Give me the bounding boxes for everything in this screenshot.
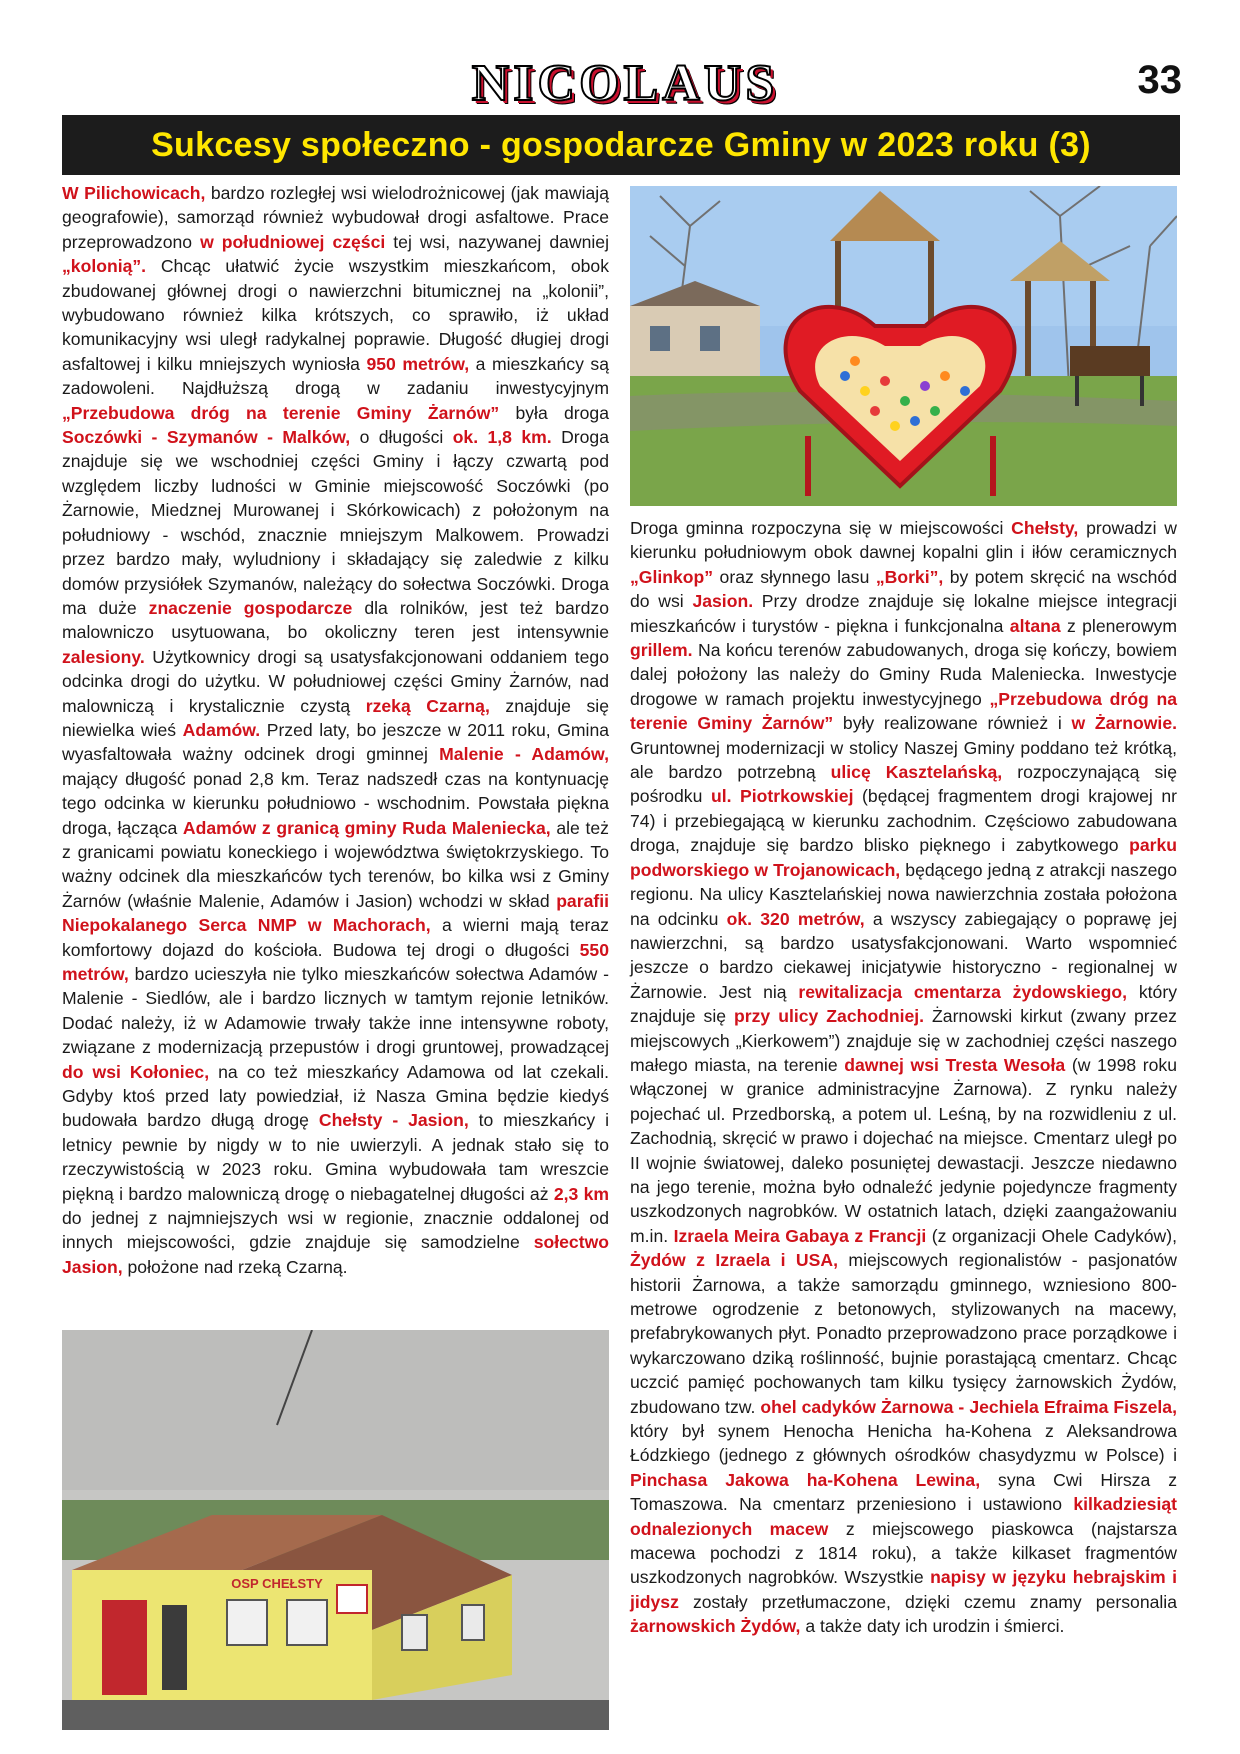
body-text: Przy drodze znajduje się lokalne miejsce integracji mieszkańców i turystów - piękna i funkcjonalna [630,591,1177,636]
highlighted-text: Chełsty, [1011,518,1079,538]
body-text: mający długość ponad 2,8 km. Teraz nadszedł czas na kontynuację tego odcinka w kierunku południowo - wschodnim. Powstała piękna droga, łącząca [62,768,609,838]
body-text: zostały przetłumaczone, dzięki czemu znamy personalia [678,1591,1177,1612]
highlighted-text: Jasion. [692,591,754,612]
body-text: to mieszkańcy i letnicy pewnie by nigdy w to nie uwierzyli. A jednak stało się to rzeczywistością w 2023 roku. Gmina wybudowała tam wreszcie piękną i bardzo malowniczą drogę o niebagatelnej długości aż [62,1110,609,1204]
body-text: syna Cwi Hirsza z Tomaszowa. Na cmentarz przeniesiono i ustawiono [630,1469,1177,1515]
highlighted-text: przy ulicy Zachodniej. [734,1006,925,1027]
left-paragraph [62,181,609,1279]
body-text: rozpoczynającą się pośrodku [630,762,1177,807]
highlighted-text: do wsi Kołoniec, [62,1061,210,1082]
body-text: Chcąc ułatwić życie wszystkim mieszkańcom, obok zbudowanej głównej drogi o nawierzchni bitumicznej na „kolonii”, wybudowano również kilka krótszych, co sprawiło, iż układ komunikacyjny wsi uległ radykalnej poprawie. Długość długiej drogi asfaltowej i kilku mniejszych wyniosła [62,256,609,374]
highlighted-text: Adamów. [182,719,261,740]
highlighted-text: altana [1009,615,1061,636]
left-column-text [62,181,609,1279]
highlighted-text: 550 metrów, [62,939,609,984]
highlighted-text: ul. Piotrkowskiej [710,786,854,807]
body-text: (w 1998 roku włączonej w granice administracyjne Żarnowa). Z rynku należy pojechać ul. Przedborską, a potem ul. Leśną, by na rozwidleniu z ul. Zachodnią, skręcić w prawo i dojechać na miejsce. Cmentarz uległ po II wojnie światowej, daleko posuniętej dewastacji. Jeszcze niedawno na jego terenie, można było odnaleźć jedynie pojedyncze fragmenty uszkodzonych nagrobków. W ostatnich latach, dzięki zaangażowaniu m.in. [630,1054,1178,1246]
fire-station-sign: OSP CHEŁSTY [231,1576,323,1591]
highlighted-text: Pinchasa Jakowa ha-Kohena Lewina, [630,1469,981,1490]
body-text: będącego jedną z atrakcji naszego regionu. Na ulicy Kasztelańskiej nowa nawierzchnia została położona na odcinku [630,859,1177,929]
article-title: Sukcesy społeczno - gospodarcze Gminy w 2023 roku (3) [151,125,1091,164]
body-text: (z organizacji Ohele Cadyków), [926,1225,1178,1246]
highlighted-text: kilkadziesiąt odnalezionych macew [630,1494,1177,1539]
highlighted-text: Malenie - Adamów, [439,744,609,765]
body-text: tej wsi, nazywanej dawniej [385,231,610,252]
body-text: na co też mieszkańcy Adamowa od lat czekali. Gdyby ktoś przed laty powiedział, iż Nasza Gmina będzie kiedyś budowała bardzo długą drogę [62,1061,609,1131]
body-text: Droga gminna rozpoczyna się w miejscowości [630,518,1012,538]
highlighted-text: Adamów z granicą gminy Ruda Maleniecka, [182,817,551,838]
body-text: bardzo rozległej wsi wielodrożnicowej (jak mawiają geografowie), samorząd również wybudował drogi asfaltowe. Prace przeprowadzono [62,183,609,252]
fire-station-illustration [62,1330,609,1730]
body-text: ale też z granicami powiatu koneckiego i województwa świętokrzyskiego. To ważny odcinek dla mieszkańców tych terenów, bo kilka wsi z Gminy Żarnów (właśnie Malenie, Adamów i Jasion) wchodzi w skład [62,817,609,911]
highlighted-text: 2,3 km [553,1183,610,1204]
highlighted-text: rewitalizacja cmentarza żydowskiego, [798,981,1128,1002]
highlighted-text: „kolonią”. [62,256,147,277]
highlighted-text: parafii Niepokalanego Serca NMP w Machorach, [62,890,609,936]
body-text: miejscowych regionalistów - pasjonatów historii Żarnowa, a także samorządu gminnego, wzniesiono 800-metrowe ogrodzenie z betonowych, stylizowanych na macewy, prefabrykowanych płyt. Ponadto przeprowadzono prace porządkowe i wykarczowano dziką roślinność, bujnie porastającą cmentarz. Chcąc uczcić pamięć pochowanych tam kilku tysięcy żarnowskich Żydów, zbudowano tzw. [630,1250,1177,1417]
body-text: by potem skręcić na wschód do wsi [630,566,1177,612]
body-text: znajduje się niewielka wieś [62,695,610,740]
body-text: dla rolników, jest też bardzo malowniczo usytuowana, bo okoliczny teren jest intensywnie [62,597,609,643]
highlighted-text: dawnej wsi Tresta Wesoła [844,1054,1066,1075]
masthead: NICOLAUS [471,55,779,112]
body-text: była droga [499,402,609,423]
body-text: do jednej z najmniejszych wsi w regionie, znacznie oddalonej od innych miejscowości, gdzie znajduje się samodzielne [62,1208,609,1253]
highlighted-text: zalesiony. [62,646,145,667]
body-text: (będącej fragmentem drogi krajowej nr 74) i przebiegającą w kierunku zachodnim. Częściowo zabudowana droga, znajduje się bardzo blisko pięknego i zabytkowego [630,786,1177,856]
body-text: a wszyscy zabiegający o poprawę jej nawierzchni, są bardzo usatysfakcjonowani. Warto wspomnieć jeszcze o bardzo ciekawej inicjatywie historyczno - regionalnej w Żarnowie. Jest nią [630,908,1177,1002]
body-text: Przed laty, bo jeszcze w 2011 roku, Gmina wyasfaltowała ważny odcinek drogi gminnej [62,719,610,765]
body-text: Użytkownicy drogi są usatysfakcjonowani oddaniem tego odcinka drogi do użytku. W południowej części Gminy Żarnów, nad malowniczą i krystalicznie czystą [62,646,609,716]
park-illustration [630,186,1177,506]
body-text: z plenerowym [1060,615,1177,636]
highlighted-text: parku podworskiego w Trojanowicach, [630,835,1177,880]
highlighted-text: żarnowskich Żydów, [630,1616,801,1637]
article-title-bar [62,115,1180,175]
body-text: oraz słynnego lasu [713,566,876,587]
highlighted-text: Izraela Meira Gabaya z Francji [673,1225,927,1246]
highlighted-text: znaczenie gospodarcze [148,597,353,618]
highlighted-text: grillem. [630,640,693,661]
body-text: a wierni mają teraz komfortowy dojazd do kościoła. Budowa tej drogi o długości [62,915,609,960]
highlighted-text: ok. 320 metrów, [726,908,865,929]
highlighted-text: Chełsty - Jasion, [318,1110,469,1131]
right-column-text [630,516,1177,1639]
body-text: Na końcu terenów zabudowanych, droga się kończy, bowiem dalej położony las należy do Gminy Ruda Maleniecka. Inwestycje drogowe w ramach projektu inwestycyjnego [630,640,1177,709]
body-text: a mieszkańcy są zadowoleni. Najdłuższą drogą w zadaniu inwestycyjnym [62,353,609,399]
body-text: który znajduje się [630,981,1178,1027]
body-text: Żarnowski kirkut (zwany przez miejscowych „Kierkowem”) znajduje się w zachodniej części naszego małego miasta, na terenie [630,1006,1177,1075]
highlighted-text: w Żarnowie. [1071,713,1177,734]
body-text: a także daty ich urodzin i śmierci. [800,1616,1065,1637]
highlighted-text: „Przebudowa dróg na terenie Gminy Żarnów” [62,402,500,423]
highlighted-text: ulicę Kasztelańską, [830,762,1003,783]
right-paragraph [630,516,1177,1639]
highlighted-text: ok. 1,8 km. [452,427,552,448]
highlighted-text: W Pilichowicach, [62,183,206,203]
body-text: który był synem Henocha Henicha ha-Kohena z Aleksandrowa Łódzkiego (jednego z głównych ośrodków chasydyzmu w Polsce) i [630,1421,1177,1466]
highlighted-text: w południowej części [200,231,386,252]
body-text: były realizowane również i [833,713,1072,734]
highlighted-text: napisy w języku hebrajskim i jidysz [630,1567,1177,1612]
body-text: Gruntownej modernizacji w stolicy Naszej Gminy poddano też krótką, ale bardzo potrzebną [630,737,1177,783]
highlighted-text: ohel cadyków Żarnowa - Jechiela Efraima Fiszela, [760,1396,1177,1417]
body-text: położone nad rzeką Czarną. [122,1256,348,1277]
highlighted-text: „Glinkop” [630,566,714,587]
highlighted-text: rzeką Czarną, [365,695,490,716]
body-text: prowadzi w kierunku południowym obok dawnej kopalni glin i iłów ceramicznych [630,518,1177,563]
highlighted-text: 950 metrów, [366,353,470,374]
highlighted-text: sołectwo Jasion, [62,1232,609,1277]
highlighted-text: „Przebudowa dróg na terenie Gminy Żarnów” [630,688,1177,734]
body-text: o długości [350,427,453,448]
highlighted-text: „Borki”, [875,566,944,587]
highlighted-text: Żydów z Izraela i USA, [630,1250,838,1271]
photo-park-heart-gazebo [630,186,1177,506]
page-number: 33 [1137,58,1182,102]
highlighted-text: Soczówki - Szymanów - Malków, [62,427,351,448]
body-text: bardzo ucieszyła nie tylko mieszkańców sołectwa Adamów - Malenie - Siedlów, ale i bardzo licznych w tamtym rejonie letników. Dodać należy, iż w Adamowie trwały także inne intensywne roboty, związane z modernizacją przepustów i drogi gruntowej, prowadzącej [62,964,609,1058]
body-text: z miejscowego piaskowca (najstarsza macewa pochodzi z 1814 roku), a także kilkaset fragmentów uszkodzonych nagrobków. Wszystkie [630,1518,1177,1588]
photo-fire-station-chelsty [62,1330,609,1730]
body-text: Droga znajduje się we wschodniej części Gminy i łączy czwartą pod względem liczby ludności w Gminie miejscowość Soczówki (po Żarnowie, Miedznej Murowanej i Skórkowicach) z położonym na południowy - wschód, znacznie mniejszym Malkowem. Prowadzi przez bardzo mały, wyludniony i składający się zaledwie z kilku domów przysiółek Szymanów, należący do sołectwa Soczówki. Droga ma duże [62,427,609,618]
